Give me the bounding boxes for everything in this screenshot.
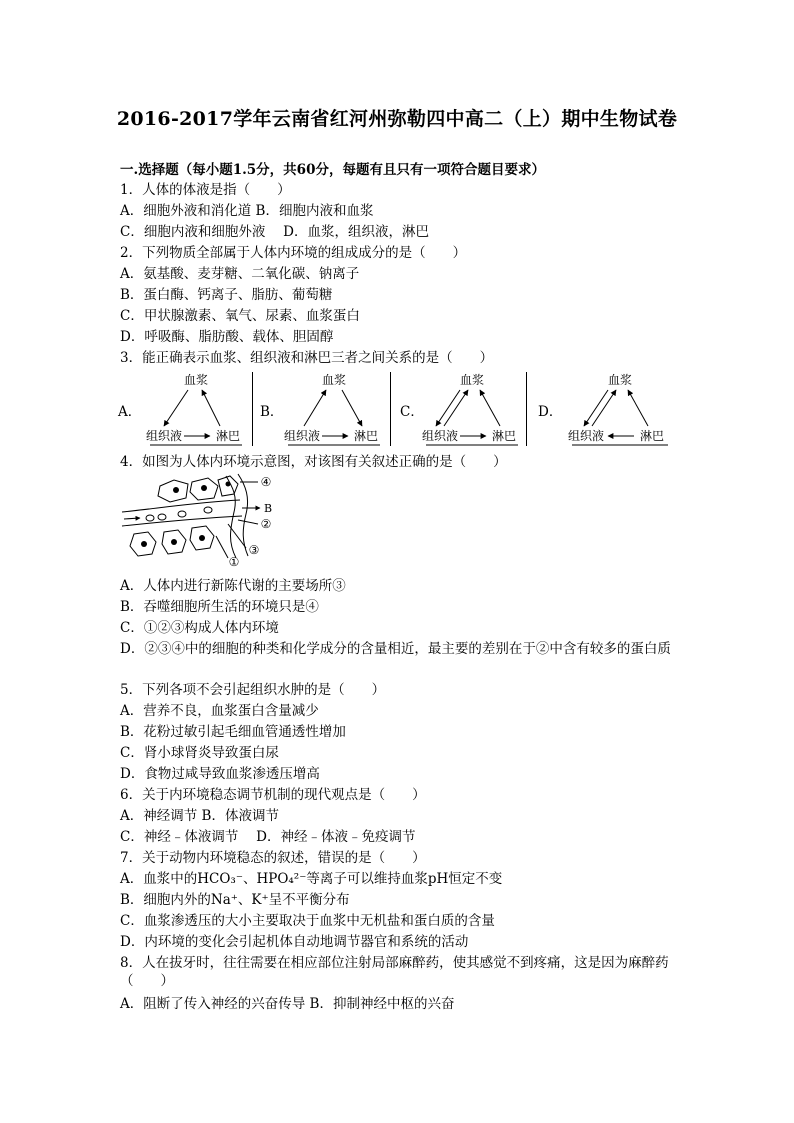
- node-tissue-fluid: 组织液: [422, 429, 459, 443]
- question-1-stem: 1．人体的体液是指（ ）: [120, 182, 291, 198]
- question-2-stem: 2．下列物质全部属于人体内环境的组成成分的是（ ）: [120, 245, 467, 261]
- question-3-diagram-d: [568, 370, 672, 446]
- question-3-label-b: B．: [260, 404, 284, 420]
- question-2-option-a: A．氨基酸、麦芽糖、二氧化碳、钠离子: [120, 266, 360, 282]
- question-5-option-d: D．食物过咸导致血浆渗透压增高: [120, 766, 320, 782]
- figure-label-3: ③: [248, 543, 260, 557]
- node-lymph: 淋巴: [353, 429, 379, 443]
- question-7-option-c: C．血浆渗透压的大小主要取决于血浆中无机盐和蛋白质的含量: [120, 913, 495, 929]
- question-3-diagram-a: [146, 370, 246, 446]
- question-8-stem: 8．人在拔牙时，往往需要在相应部位注射局部麻醉药，使其感觉不到疼痛，这是因为麻醉药（ ）: [120, 955, 669, 989]
- question-3-label-a: A．: [118, 404, 142, 420]
- question-3-label-d: D．: [538, 404, 563, 420]
- question-7-option-d: D．内环境的变化会引起机体自动地调节器官和系统的活动: [120, 934, 469, 950]
- question-3-diagram-b: [284, 370, 384, 446]
- node-lymph: 淋巴: [215, 429, 241, 443]
- question-3-diagram-options: [118, 370, 678, 448]
- question-7-stem: 7．关于动物内环境稳态的叙述，错误的是（ ）: [120, 850, 426, 866]
- section-heading: 一.选择题（每小题1.5分，共60分，每题有且只有一项符合题目要求）: [120, 162, 545, 178]
- question-2-option-d: D．呼吸酶、脂肪酸、载体、胆固醇: [120, 329, 334, 345]
- question-8-options-row-1: A．阻断了传入神经的兴奋传导 B．抑制神经中枢的兴奋: [120, 996, 455, 1012]
- figure-label-b: B: [263, 502, 273, 515]
- figure-label-4: ④: [260, 475, 272, 489]
- figure-label-1: ①: [228, 555, 240, 568]
- question-4-option-a: A．人体内进行新陈代谢的主要场所③: [120, 578, 346, 594]
- question-4-option-d: D．②③④中的细胞的种类和化学成分的含量相近，最主要的差别在于②中含有较多的蛋白质: [120, 641, 671, 657]
- page-title: 2016-2017学年云南省红河州弥勒四中高二（上）期中生物试卷: [116, 108, 678, 130]
- question-3-diagram-c: [422, 370, 522, 446]
- question-4-stem: 4．如图为人体内环境示意图，对该图有关叙述正确的是（ ）: [120, 454, 507, 470]
- node-plasma: 血浆: [459, 373, 485, 387]
- question-5-option-a: A．营养不良，血浆蛋白含量减少: [120, 703, 319, 719]
- question-7-option-a: A．血浆中的HCO₃⁻、HPO₄²⁻等离子可以维持血浆pH恒定不变: [120, 871, 503, 887]
- node-tissue-fluid: 组织液: [568, 429, 605, 443]
- node-lymph: 淋巴: [491, 429, 517, 443]
- question-6-options-row-1: A．神经调节 B．体液调节: [120, 808, 279, 824]
- question-2-option-c: C．甲状腺激素、氧气、尿素、血浆蛋白: [120, 308, 360, 324]
- question-5-option-b: B．花粉过敏引起毛细血管通透性增加: [120, 724, 346, 740]
- node-plasma: 血浆: [183, 373, 209, 387]
- question-7-option-b: B．细胞内外的Na⁺、K⁺呈不平衡分布: [120, 892, 350, 908]
- question-4-option-b: B．吞噬细胞所生活的环境只是④: [120, 599, 319, 615]
- question-3-stem: 3．能正确表示血浆、组织液和淋巴三者之间关系的是（ ）: [120, 350, 494, 366]
- figure-label-2: ②: [260, 517, 272, 531]
- question-1-options-row-1: A．细胞外液和消化道 B．细胞内液和血浆: [120, 203, 374, 219]
- node-lymph: 淋巴: [639, 429, 665, 443]
- question-5-option-c: C．肾小球肾炎导致蛋白尿: [120, 745, 279, 761]
- question-6-stem: 6．关于内环境稳态调节机制的现代观点是（ ）: [120, 787, 426, 803]
- node-plasma: 血浆: [321, 373, 347, 387]
- question-5-stem: 5．下列各项不会引起组织水肿的是（ ）: [120, 682, 386, 698]
- node-tissue-fluid: 组织液: [284, 429, 321, 443]
- question-4-figure: [120, 472, 290, 568]
- node-plasma: 血浆: [607, 373, 633, 387]
- question-6-options-row-2: C．神经﹣体液调节 D．神经﹣体液﹣免疫调节: [120, 829, 416, 845]
- node-tissue-fluid: 组织液: [146, 429, 183, 443]
- question-1-options-row-2: C．细胞内液和细胞外液 D．血浆，组织液，淋巴: [120, 224, 429, 240]
- question-4-option-c: C．①②③构成人体内环境: [120, 620, 279, 636]
- question-3-label-c: C．: [400, 404, 424, 420]
- question-2-option-b: B．蛋白酶、钙离子、脂肪、葡萄糖: [120, 287, 333, 303]
